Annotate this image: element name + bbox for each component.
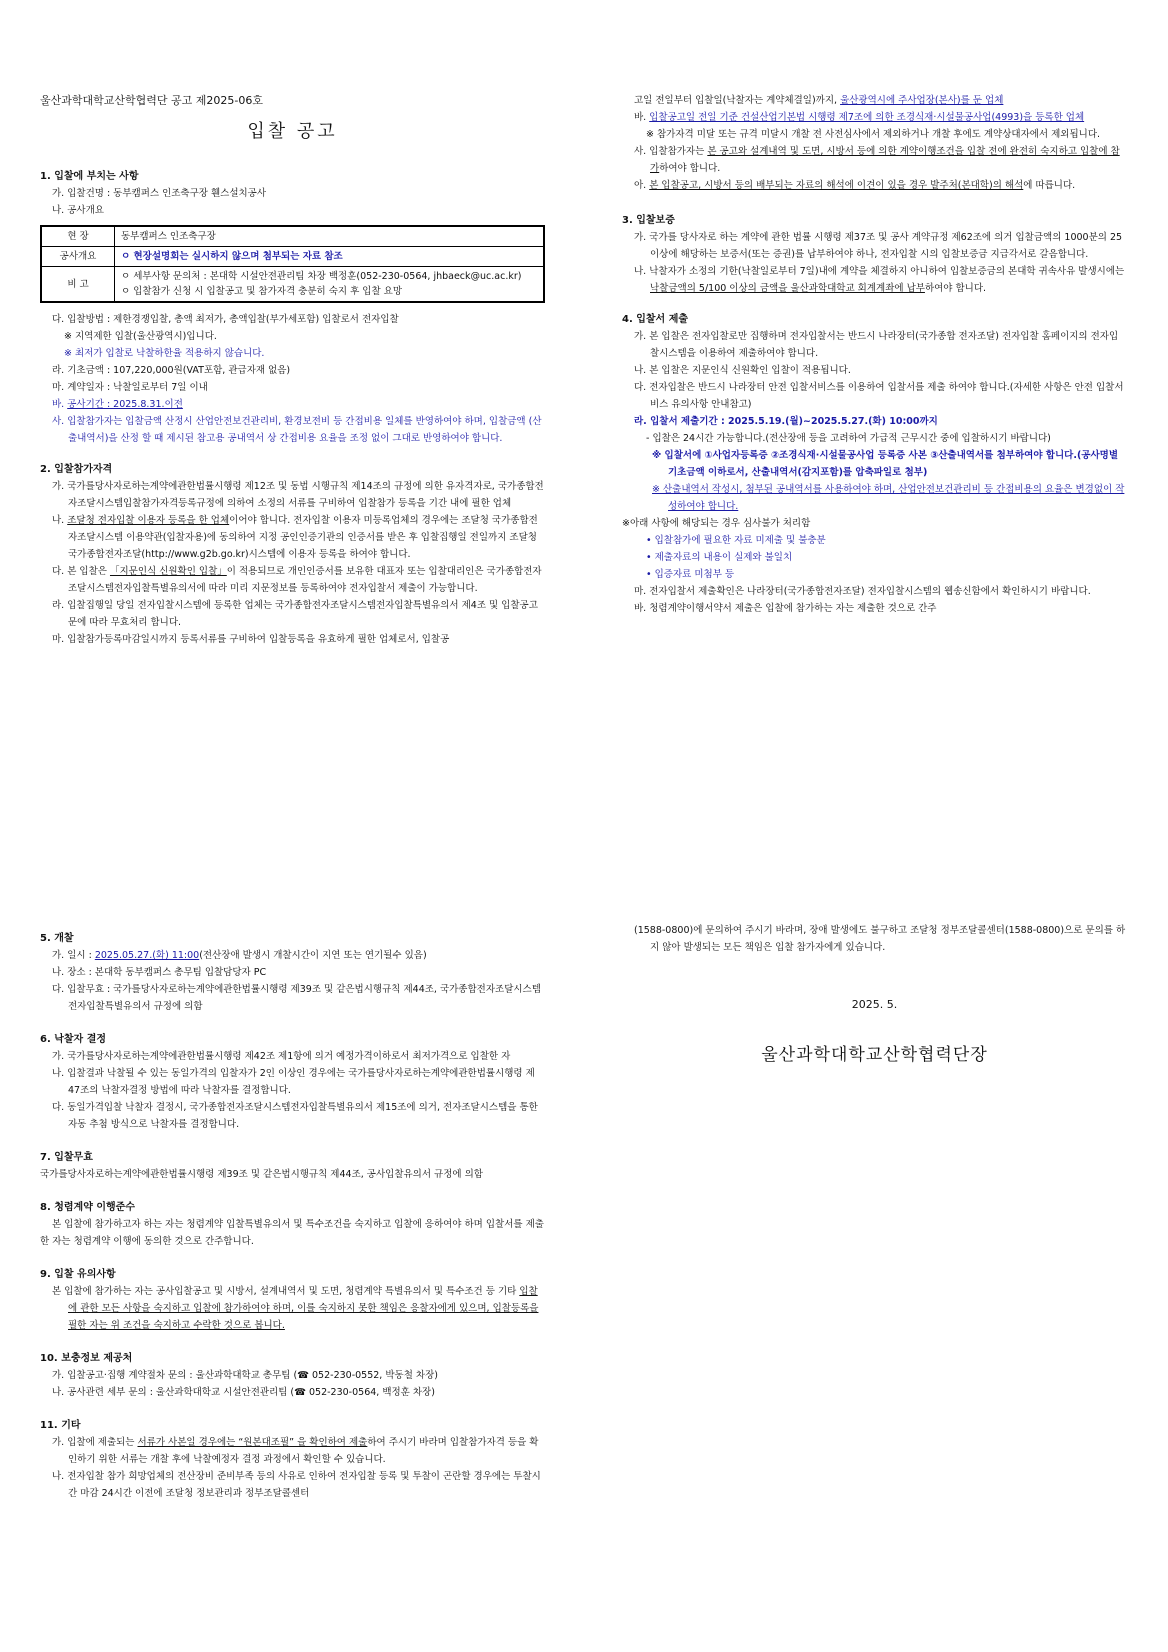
s1-da-note2: ※ 최저가 입찰로 낙찰하한율 적용하지 않습니다. — [64, 348, 265, 359]
list-item: • 입찰참가에 필요한 자료 미제출 및 불충분 — [646, 535, 826, 546]
opening-datetime: 2025.05.27.(화) 11:00 — [94, 950, 200, 961]
s2-ba-blue: 입찰공고일 전일 기준 건설산업기본법 시행령 제7조에 의한 조경식재·시설물공사업(4993)을 등록한 업체 — [649, 112, 1085, 123]
right-column — [622, 922, 1127, 1064]
s11-ga-rest: 하여 주시기 바라며 입찰참가자격 등을 확인하기 위한 서류는 개찰 후에 낙찰예정자 결정 과정에서 확인할 수 있습니다. — [68, 1437, 539, 1465]
s2-item-ma: 마. 입찰참가등록마감일시까지 등록서류를 구비하여 입찰등록을 유효하게 필한 업체로서, 입찰공 — [52, 634, 450, 645]
s2-sa-prefix: 사. 입찰참가자는 — [634, 146, 708, 157]
table-row — [41, 226, 544, 247]
note-line-1: ㅇ 세부사항 문의처 : 본대학 시설안전관리팀 차장 백정훈(052-230-0564, jhbaeck@uc.ac.kr) — [121, 271, 522, 282]
s8-body: 본 입찰에 참가하고자 하는 자는 청렴계약 입찰특별유의서 및 특수조건을 숙지하고 입찰에 응하여야 하며 입찰서를 제출한 자는 청렴계약 이행에 동의한 것으로 간주합니다. — [40, 1219, 544, 1247]
page-2 — [0, 826, 1168, 1652]
s3-na-underline: 낙찰금액의 5/100 이상의 금액을 울산과학대학교 회계계좌에 납부 — [650, 283, 925, 294]
s2-item-a — [622, 177, 1127, 194]
s2-a-underline: 본 입찰공고, 시방서 등의 배부되는 자료의 해석에 이견이 있을 경우 발주처(본대학)의 해석 — [649, 180, 1024, 191]
left-column — [40, 922, 545, 1502]
s2-na-rest: 이어야 합니다. 전자입찰 이용자 미등록업체의 경우에는 조달청 국가종합전자조달시스템 이용약관(입찰자용)에 동의하여 지정 공인인증기관의 인증서를 받은 후 입찰집행일 전일까지 조달청 국가종합전자조달(http://www.g2b.go.kr)시스템에 이용자 등록을 하여야 합니다. — [68, 515, 538, 560]
s2-item-na — [40, 512, 545, 563]
s4-item-da: 다. 전자입찰은 반드시 나라장터 안전 입찰서비스를 이용하여 입찰서를 제출 하여야 합니다.(자세한 사항은 안전 입찰서비스 유의사항 안내참고) — [634, 382, 1124, 410]
notice-date: 2025. 5. — [851, 998, 898, 1011]
s7-body: 국가를당사자로하는계약에관한법률시행령 제39조 및 같은법시행규칙 제44조, 공사입찰유의서 규정에 의함 — [40, 1169, 483, 1180]
s4-item-ba: 바. 청렴계약이행서약서 제출은 입찰에 참가하는 자는 제출한 것으로 간주 — [634, 603, 937, 614]
section-7-heading: 7. 입찰무효 — [40, 1152, 93, 1163]
s11-na-continued: (1588-0800)에 문의하여 주시기 바라며, 장애 발생에도 불구하고 조달청 정부조달콜센터(1588-0800)으로 문의를 하지 않아 발생되는 모든 책임은 입찰 참가자에게 있습니다. — [634, 925, 1126, 953]
s2-item-sa — [622, 143, 1127, 177]
right-column — [622, 92, 1127, 617]
s10-item-ga: 가. 입찰공고·집행 계약절차 문의 : 울산과학대학교 총무팀 (☎ 052-230-0552, 박동철 차장) — [52, 1370, 438, 1381]
page-title: 입찰 공고 — [247, 121, 338, 142]
s11-ga-prefix: 가. 입찰에 제출되는 — [52, 1437, 138, 1448]
s1-item-da: 다. 입찰방법 : 제한경쟁입찰, 총액 최저가, 총액입찰(부가세포함) 입찰로서 전자입찰 — [52, 314, 399, 325]
s2-ma-cont-blue: 울산광역시에 주사업장(본사)를 둔 업체 — [840, 95, 1004, 106]
s2-na-underline: 조달청 전자입찰 이용자 등록을 한 업체 — [67, 515, 230, 526]
note-label: 비 고 — [41, 267, 115, 303]
s1-item-ba — [40, 396, 545, 413]
s2-ma-continued — [622, 92, 1127, 109]
s4-attachment-note: ※ 입찰서에 ①사업자등록증 ②조경식재·시설물공사업 등록증 사본 ③산출내역서를 첨부하여야 합니다.(공사명별 기초금액 이하로서, 산출내역서(감지포함)를 압축파일로 첨부) — [652, 450, 1118, 478]
s2-a-rest: 에 따릅니다. — [1023, 180, 1076, 191]
s2-da-underline: 「지문인식 신원확인 입찰」 — [109, 566, 227, 577]
s1-ba-prefix: 바. — [52, 399, 68, 410]
s3-item-ga: 가. 국가를 당사자로 하는 계약에 관한 법률 시행령 제37조 및 공사 계약규정 제62조에 의거 입찰금액의 1000분의 25 이상에 해당하는 보증서(또는 증권)를 납부하여야 하나, 전자입찰 시의 입찰보증금 지급각서로 갈음합니다. — [634, 232, 1123, 260]
s5-item-na: 나. 장소 : 본대학 동부캠퍼스 총무팀 입찰담당자 PC — [52, 967, 267, 978]
s4-reject-heading: ※아래 사항에 해당되는 경우 심사불가 처리함 — [622, 518, 811, 529]
section-5-heading: 5. 개찰 — [40, 933, 74, 944]
s2-ba-note: ※ 참가자격 미달 또는 규격 미달시 개찰 전 사전심사에서 제외하거나 개찰 후에도 계약상대자에서 제외됩니다. — [646, 129, 1101, 140]
left-column — [40, 92, 545, 648]
s2-na-prefix: 나. — [52, 515, 68, 526]
s1-item-sa: 사. 입찰참가자는 입찰금액 산정시 산업안전보건관리비, 환경보전비 등 간접비용 일체를 반영하여야 하며, 입찰금액 (산출내역서)을 산정 할 때 제시된 참고용 공내역서 상 간접비용 요율을 조정 없이 그대로 반영하여야 합니다. — [52, 416, 542, 444]
s2-da-rest: 이 적용되므로 개인인증서를 보유한 대표자 또는 입찰대리인은 국가종합전자조달시스템전자입찰특별유의서에 따라 미리 지문정보를 등록하여야 전자입찰서 제출이 가능합니다. — [68, 566, 542, 594]
list-item: • 제출자료의 내용이 실제와 불일치 — [646, 552, 793, 563]
table-row — [41, 247, 544, 267]
s4-item-ra: 라. 입찰서 제출기간 : 2025.5.19.(월)~2025.5.27.(화) 10:00까지 — [634, 416, 938, 427]
s2-item-da — [40, 563, 545, 597]
section-10-heading: 10. 보충정보 제공처 — [40, 1353, 133, 1364]
project-info-table — [40, 225, 545, 303]
s3-na-prefix: 나. 낙찰자가 소정의 기한(낙찰일로부터 7일)내에 계약을 체결하지 아니하여 입찰보증금의 본대학 귀속사유 발생시에는 — [634, 266, 1125, 277]
s4-item-ma: 마. 전자입찰서 제출확인은 나라장터(국가종합전자조달) 전자입찰시스템의 웹송신함에서 확인하시기 바랍니다. — [634, 586, 1091, 597]
s1-item-ga: 가. 입찰건명 : 동부캠퍼스 인조축구장 휀스설치공사 — [52, 188, 267, 199]
s6-item-da: 다. 동일가격입찰 낙찰자 결정시, 국가종합전자조달시스템전자입찰특별유의서 제15조에 의거, 전자조달시스템을 통한 자동 추첨 방식으로 낙찰자를 결정합니다. — [52, 1102, 538, 1130]
s4-item-na: 나. 본 입찰은 지문인식 신원확인 입찰이 적용됩니다. — [634, 365, 851, 376]
s9-body-underline: 입찰에 관한 모든 사항을 숙지하고 입찰에 참가하여야 하며, 이를 숙지하지 못한 책임은 응찰자에게 있으며, 입찰등록을 필한 자는 위 조건을 숙지하고 수락한 것으로 봅니다. — [68, 1286, 539, 1331]
s2-ba-prefix: 바. — [634, 112, 650, 123]
section-11-heading: 11. 기타 — [40, 1420, 81, 1431]
s6-item-na: 나. 입찰결과 낙찰될 수 있는 동일가격의 입찰자가 2인 이상인 경우에는 국가를당사자로하는계약에관한법률시행령 제47조의 낙찰자결정 방법에 따라 낙찰자를 결정합니다. — [52, 1068, 535, 1096]
s2-item-ba — [622, 109, 1127, 126]
section-9-heading: 9. 입찰 유의사항 — [40, 1269, 116, 1280]
s5-ga-rest: (전산장애 발생시 개찰시간이 지연 또는 연기될수 있음) — [199, 950, 427, 961]
s10-item-na: 나. 공사관련 세부 문의 : 울산과학대학교 시설안전관리팀 (☎ 052-230-0564, 백정훈 차장) — [52, 1387, 435, 1398]
section-6-heading: 6. 낙찰자 결정 — [40, 1034, 107, 1045]
s11-ga-underline: 서류가 사본일 경우에는 “원본대조필” 을 확인하여 제출 — [137, 1437, 368, 1448]
overview-value: ㅇ 현장설명회는 실시하지 않으며 첨부되는 자료 참조 — [115, 247, 545, 267]
s4-item-ga: 가. 본 입찰은 전자입찰로만 집행하며 전자입찰서는 반드시 나라장터(국가종합 전자조달) 전자입찰 홈페이지의 전자입찰시스템을 이용하여 제출하여야 합니다. — [634, 331, 1119, 359]
list-item: • 입증자료 미첨부 등 — [646, 569, 735, 580]
s5-ga-prefix: 가. 일시 : — [52, 950, 95, 961]
s2-sa-rest: 하여야 합니다. — [659, 163, 721, 174]
table-row — [41, 267, 544, 303]
issuer-signature: 울산과학대학교산학협력단장 — [761, 1045, 988, 1065]
s1-item-ra: 라. 기초금액 : 107,220,000원(VAT포함, 관급자재 없음) — [52, 365, 291, 376]
s2-sa-underline: 본 공고와 설계내역 및 도면, 시방서 등에 의한 계약이행조건을 입찰 전에 완전히 숙지하고 입찰에 참가 — [650, 146, 1120, 174]
s9-body — [40, 1283, 545, 1334]
s2-item-ra: 라. 입찰집행일 당일 전자입찰시스템에 등록한 업체는 국가종합전자조달시스템전자입찰특별유의서 제4조 및 입찰공고문에 따라 무효처리 합니다. — [52, 600, 538, 628]
section-3-heading: 3. 입찰보증 — [622, 215, 675, 226]
overview-label: 공사개요 — [41, 247, 115, 267]
s9-body-prefix: 본 입찰에 참가하는 자는 공사입찰공고 및 시방서, 설계내역서 및 도면, 청렴계약 특별유의서 및 특수조건 등 기타 — [52, 1286, 520, 1297]
section-1-heading: 1. 입찰에 부치는 사항 — [40, 171, 139, 182]
s1-item-na: 나. 공사개요 — [52, 205, 104, 216]
s2-da-prefix: 다. 본 입찰은 — [52, 566, 110, 577]
s3-item-na — [622, 263, 1127, 297]
site-value: 동부캠퍼스 인조축구장 — [115, 226, 545, 247]
section-8-heading: 8. 청렴계약 이행준수 — [40, 1202, 135, 1213]
s1-da-note: ※ 지역제한 입찰(울산광역시)입니다. — [64, 331, 217, 342]
s5-item-ga — [40, 947, 545, 964]
s11-item-na: 나. 전자입찰 참가 희망업체의 전산장비 준비부족 등의 사유로 인하여 전자입찰 등록 및 투찰이 곤란할 경우에는 투찰시간 마감 24시간 이전에 조달청 정보관리과 정부조달콜센터 — [52, 1471, 541, 1499]
s2-a-prefix: 아. — [634, 180, 650, 191]
s5-item-da: 다. 입찰무효 : 국가를당사자로하는계약에관한법률시행령 제39조 및 같은법시행규칙 제44조, 국가종합전자조달시스템전자입찰특별유의서 규정에 의함 — [52, 984, 541, 1012]
s2-ma-cont-prefix: 고일 전일부터 입찰일(낙찰자는 계약체결일)까지, — [634, 95, 841, 106]
s1-item-ma: 마. 계약일자 : 낙찰일로부터 7일 이내 — [52, 382, 208, 393]
section-4-heading: 4. 입찰서 제출 — [622, 314, 689, 325]
s4-ra-note: - 입찰은 24시간 가능합니다.(전산장애 등을 고려하여 가급적 근무시간 중에 입찰하시기 바랍니다) — [646, 433, 1051, 444]
s6-item-ga: 가. 국가를당사자로하는계약에관한법률시행령 제42조 제1항에 의거 예정가격이하로서 최저가격으로 입찰한 자 — [52, 1051, 511, 1062]
s3-na-rest: 하여야 합니다. — [924, 283, 987, 294]
s4-estimate-note: ※ 산출내역서 작성시, 첨부된 공내역서를 사용하여야 하며, 산업안전보건관리비 등 간접비용의 요율은 변경없이 작성하여야 합니다. — [652, 484, 1125, 512]
s11-item-ga — [40, 1434, 545, 1468]
construction-period: 공사기간 : 2025.8.31.이전 — [67, 399, 183, 410]
notice-number: 울산과학대학교산학협력단 공고 제2025-06호 — [40, 94, 263, 107]
site-label: 현 장 — [41, 226, 115, 247]
s2-item-ga: 가. 국가를당사자로하는계약에관한법률시행령 제12조 및 동법 시행규칙 제14조의 규정에 의한 유자격자로, 국가종합전자조달시스템입찰참가자격등록규정에 의하여 소정의 서류를 구비하여 입찰참가 등록을 기간 내에 필한 업체 — [52, 481, 544, 509]
section-2-heading: 2. 입찰참가자격 — [40, 464, 113, 475]
note-value — [115, 267, 545, 303]
note-line-2: ㅇ 입찰참가 신청 시 입찰공고 및 참가자격 충분히 숙지 후 입찰 요망 — [121, 286, 402, 297]
